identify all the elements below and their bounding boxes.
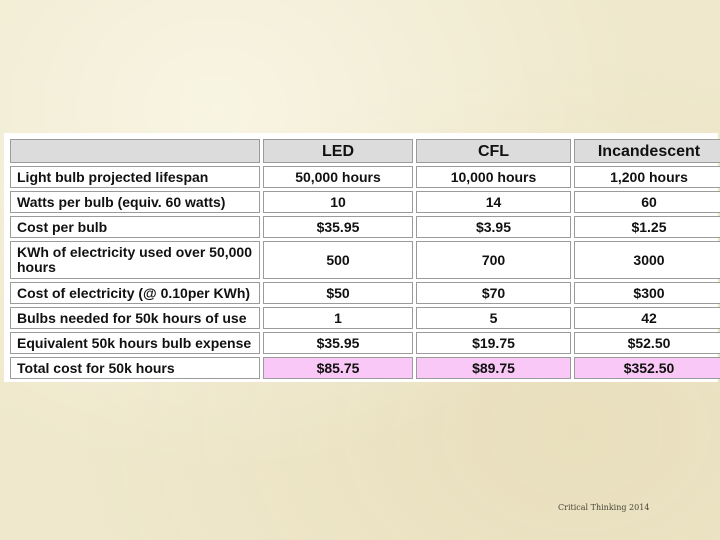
row-label: Light bulb projected lifespan (10, 166, 260, 188)
table-row (10, 166, 720, 188)
cell-incandescent: 1,200 hours (574, 166, 720, 188)
cell-led: $35.95 (263, 216, 413, 238)
column-header-cfl: CFL (416, 139, 571, 163)
cell-cfl: $70 (416, 282, 571, 304)
comparison-table-frame (4, 133, 718, 382)
cell-incandescent: 42 (574, 307, 720, 329)
cell-led: $50 (263, 282, 413, 304)
row-label: KWh of electricity used over 50,000 hours (10, 241, 260, 279)
table-row (10, 332, 720, 354)
cell-incandescent: $300 (574, 282, 720, 304)
cell-led: 50,000 hours (263, 166, 413, 188)
cell-led: 10 (263, 191, 413, 213)
column-header-led: LED (263, 139, 413, 163)
table-row (10, 307, 720, 329)
row-label: Cost per bulb (10, 216, 260, 238)
cell-incandescent: $52.50 (574, 332, 720, 354)
row-label: Total cost for 50k hours (10, 357, 260, 379)
cell-cfl: $19.75 (416, 332, 571, 354)
cell-incandescent: $1.25 (574, 216, 720, 238)
cell-incandescent: 60 (574, 191, 720, 213)
cell-cfl: 14 (416, 191, 571, 213)
cell-incandescent: 3000 (574, 241, 720, 279)
row-label: Bulbs needed for 50k hours of use (10, 307, 260, 329)
row-label: Cost of electricity (@ 0.10per KWh) (10, 282, 260, 304)
table-row (10, 241, 720, 279)
header-row (10, 139, 720, 163)
cell-led: $35.95 (263, 332, 413, 354)
cell-led: 500 (263, 241, 413, 279)
total-row (10, 357, 720, 379)
row-label: Watts per bulb (equiv. 60 watts) (10, 191, 260, 213)
cell-cfl: 5 (416, 307, 571, 329)
row-label: Equivalent 50k hours bulb expense (10, 332, 260, 354)
cell-led: 1 (263, 307, 413, 329)
slide-footer: Critical Thinking 2014 (558, 503, 650, 512)
table-row (10, 191, 720, 213)
column-header-incandescent: Incandescent (574, 139, 720, 163)
bulb-cost-comparison-table (7, 136, 720, 382)
total-cell-incandescent: $352.50 (574, 357, 720, 379)
cell-cfl: 700 (416, 241, 571, 279)
total-cell-cfl: $89.75 (416, 357, 571, 379)
cell-cfl: 10,000 hours (416, 166, 571, 188)
table-row (10, 282, 720, 304)
table-row (10, 216, 720, 238)
total-cell-led: $85.75 (263, 357, 413, 379)
header-corner-cell (10, 139, 260, 163)
cell-cfl: $3.95 (416, 216, 571, 238)
